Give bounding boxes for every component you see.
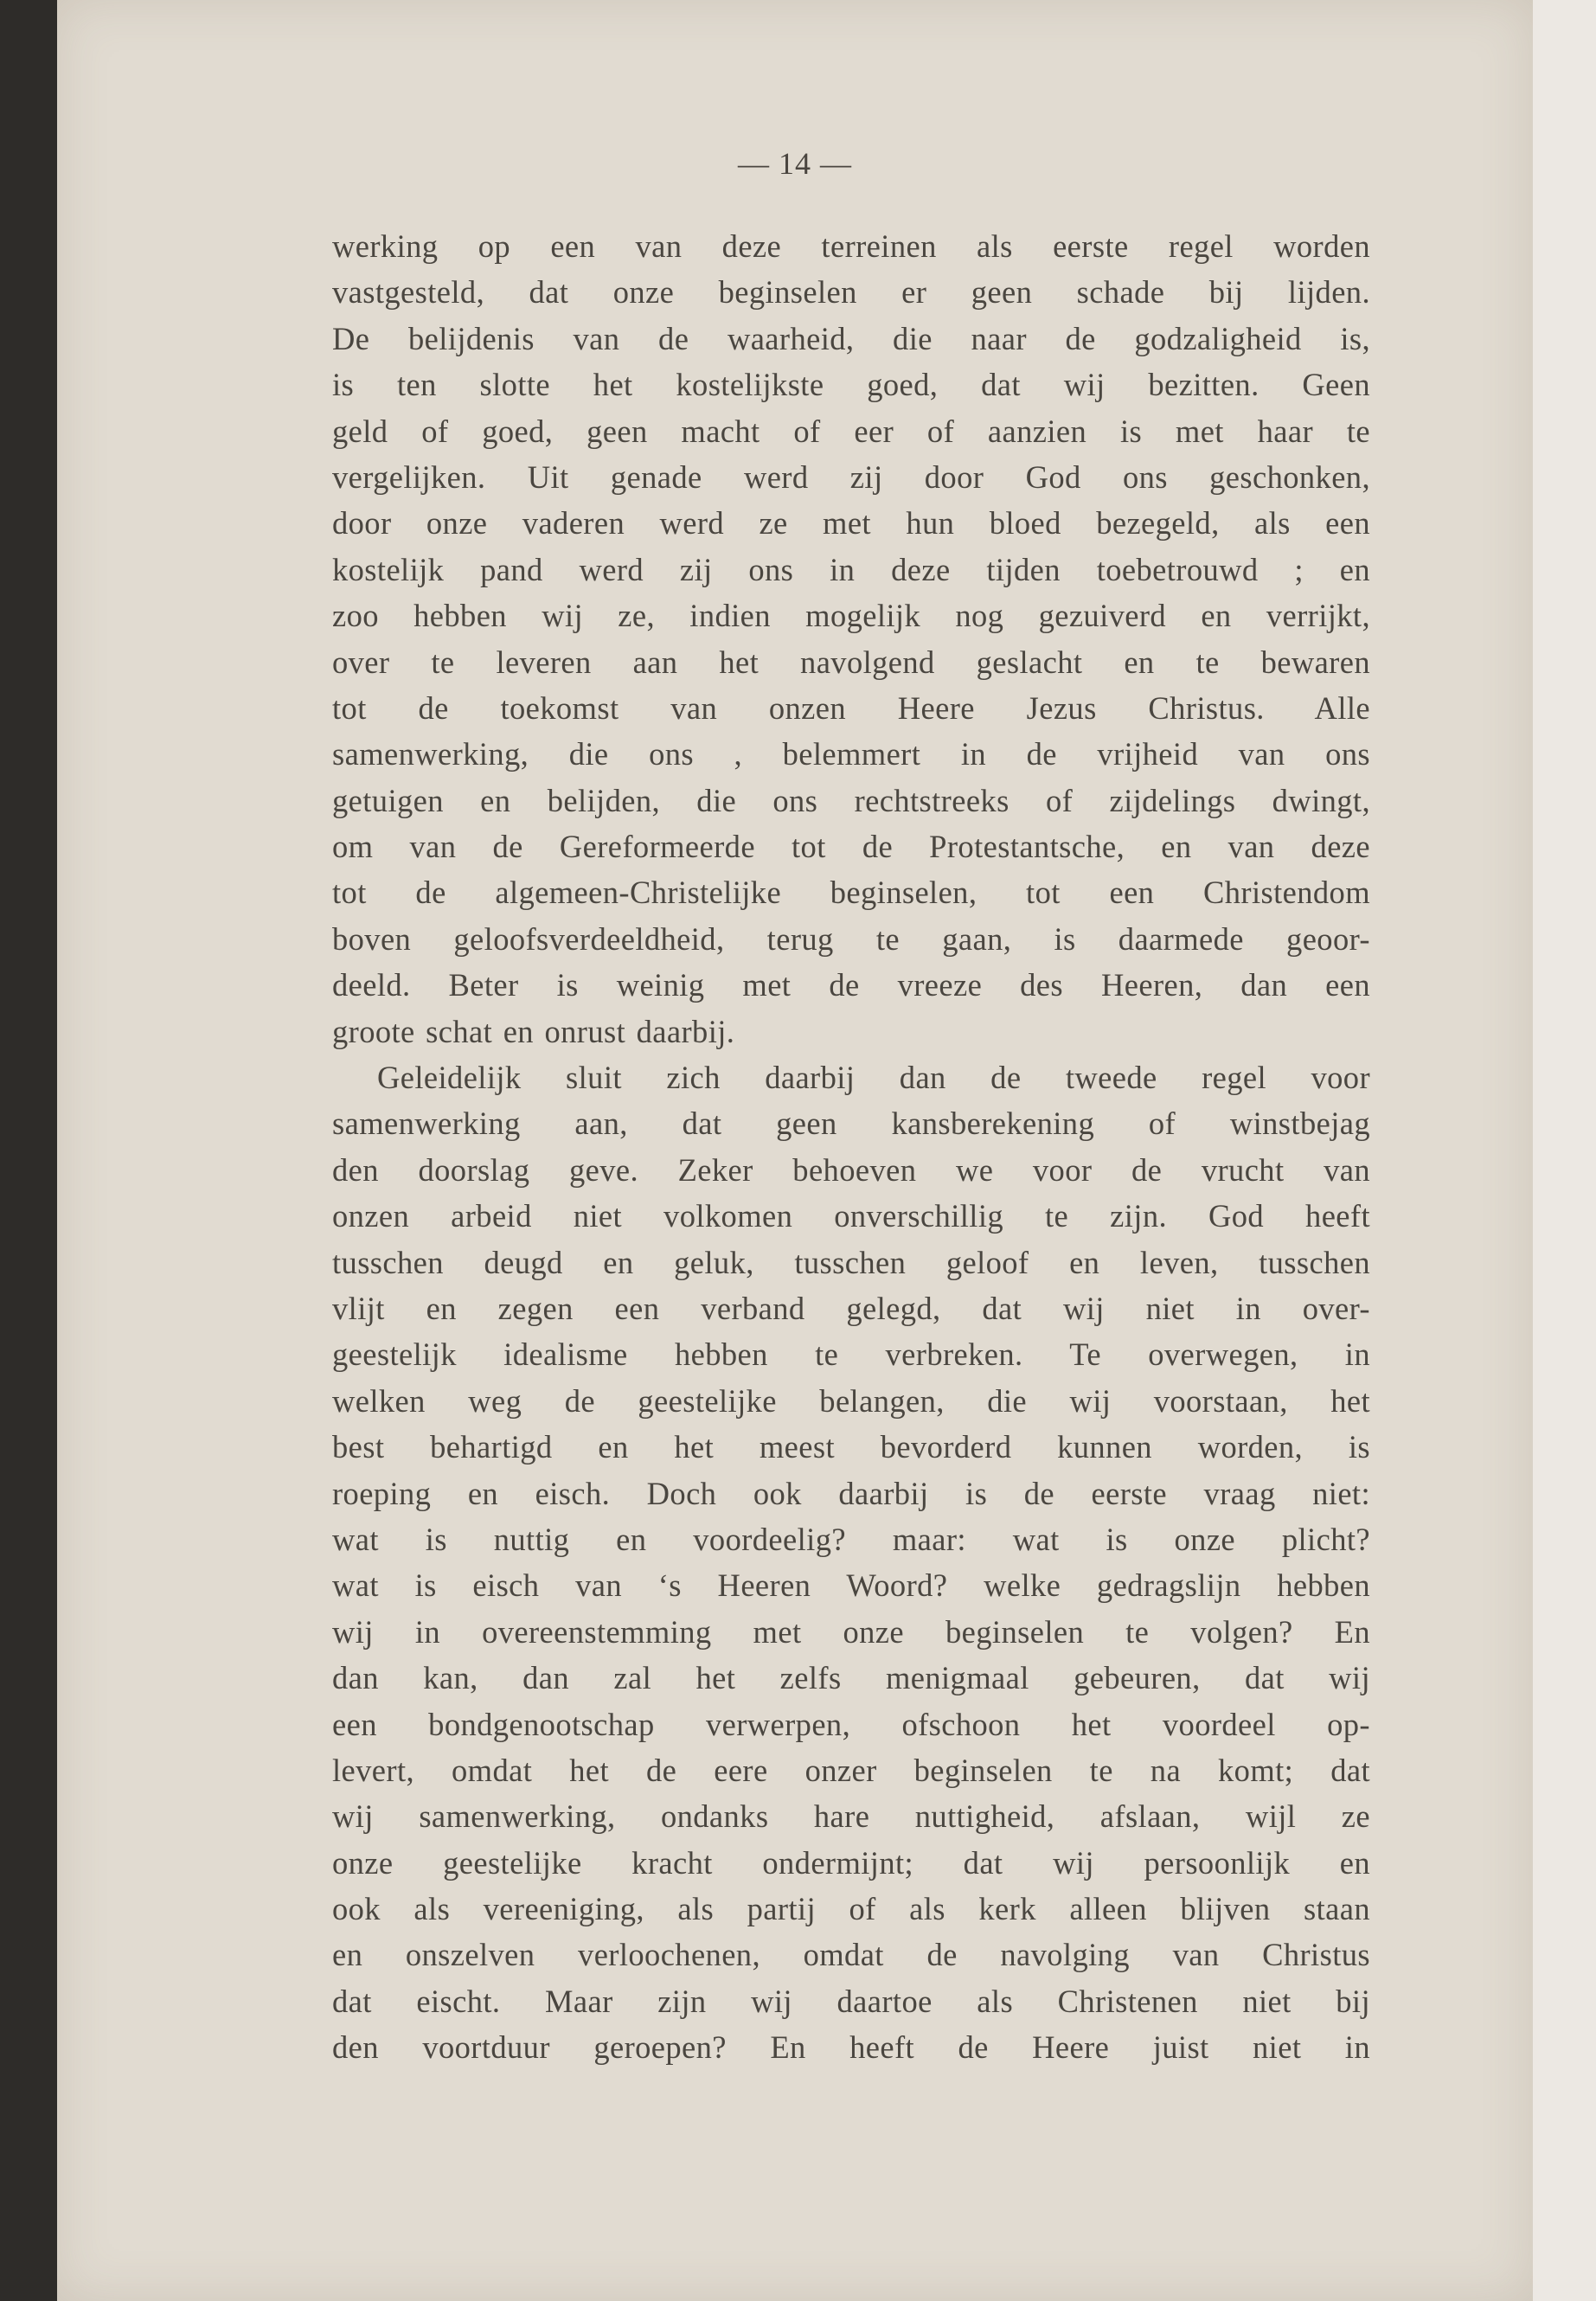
text-line: onzen arbeid niet volkomen onverschillig te zijn. God heeft xyxy=(332,1198,1370,1234)
book-page xyxy=(57,0,1533,2301)
scan-right-border xyxy=(1533,0,1596,2301)
text-line: samenwerking aan, dat geen kansberekening of winstbejag xyxy=(332,1106,1370,1142)
text-line: door onze vaderen werd ze met hun bloed bezegeld, als een xyxy=(332,505,1370,542)
text-line: geestelijk idealisme hebben te verbreken. Te overwegen, in xyxy=(332,1336,1370,1373)
text-line: is ten slotte het kostelijkste goed, dat wij bezitten. Geen xyxy=(332,367,1370,403)
text-line: tot de toekomst van onzen Heere Jezus Christus. Alle xyxy=(332,689,1370,726)
scan-left-border xyxy=(0,0,57,2301)
text-line: samenwerking, die ons , belemmert in de vrijheid van ons xyxy=(332,736,1370,772)
text-line: dan kan, dan zal het zelfs menigmaal gebeuren, dat wij xyxy=(332,1660,1370,1696)
text-line: wat is eisch van ‘s Heeren Woord? welke gedragslijn hebben xyxy=(332,1567,1370,1604)
text-line: kostelijk pand werd zij ons in deze tijden toebetrouwd ; en xyxy=(332,551,1370,587)
text-line: onze geestelijke kracht ondermijnt; dat wij persoonlijk en xyxy=(332,1844,1370,1881)
text-line: wat is nuttig en voordeelig? maar: wat is onze plicht? xyxy=(332,1521,1370,1557)
text-line: deeld. Beter is weinig met de vreeze des Heeren, dan een xyxy=(332,967,1370,1003)
text-line: De belijdenis van de waarheid, die naar de godzaligheid is, xyxy=(332,320,1370,356)
text-line: vergelijken. Uit genade werd zij door God ons geschonken, xyxy=(332,458,1370,495)
text-line: dat eischt. Maar zijn wij daartoe als Christenen niet bij xyxy=(332,1983,1370,2019)
text-line: ook als vereeniging, als partij of als kerk alleen blijven staan xyxy=(332,1891,1370,1927)
text-line: getuigen en belijden, die ons rechtstreeks of zijdelings dwingt, xyxy=(332,782,1370,818)
text-line: roeping en eisch. Doch ook daarbij is de eerste vraag niet: xyxy=(332,1475,1370,1511)
text-line: werking op een van deze terreinen als eerste regel worden xyxy=(332,228,1370,264)
body-text xyxy=(332,223,1370,2071)
text-line: wij in overeenstemming met onze beginselen te volgen? En xyxy=(332,1613,1370,1650)
text-line: Geleidelijk sluit zich daarbij dan de tweede regel voor xyxy=(377,1060,1370,1096)
text-line: welken weg de geestelijke belangen, die wij voorstaan, het xyxy=(332,1382,1370,1419)
text-line: best behartigd en het meest bevorderd kunnen worden, is xyxy=(332,1429,1370,1465)
text-line: wij samenwerking, ondanks hare nuttigheid, afslaan, wijl ze xyxy=(332,1798,1370,1835)
text-line: een bondgenootschap verwerpen, ofschoon het voordeel op- xyxy=(332,1706,1370,1742)
page-number: — 14 — xyxy=(738,146,852,181)
text-line: den doorslag geve. Zeker behoeven we voor de vrucht van xyxy=(332,1151,1370,1188)
text-line: den voortduur geroepen? En heeft de Heere juist niet in xyxy=(332,2029,1370,2066)
text-line: om van de Gereformeerde tot de Protestantsche, en van deze xyxy=(332,829,1370,865)
text-line: geld of goed, geen macht of eer of aanzien is met haar te xyxy=(332,413,1370,449)
text-line: tot de algemeen-Christelijke beginselen, tot een Christendom xyxy=(332,875,1370,911)
text-line: tusschen deugd en geluk, tusschen geloof en leven, tusschen xyxy=(332,1244,1370,1280)
text-line: boven geloofsverdeeldheid, terug te gaan, is daarmede geoor- xyxy=(332,920,1370,957)
text-line: en onszelven verloochenen, omdat de navolging van Christus xyxy=(332,1937,1370,1973)
text-line: vastgesteld, dat onze beginselen er geen schade bij lijden. xyxy=(332,274,1370,311)
text-line: zoo hebben wij ze, indien mogelijk nog gezuiverd en verrijkt, xyxy=(332,598,1370,634)
text-line: levert, omdat het de eere onzer beginselen te na komt; dat xyxy=(332,1752,1370,1788)
text-line: groote schat en onrust daarbij. xyxy=(332,1013,735,1049)
text-line: over te leveren aan het navolgend geslacht en te bewaren xyxy=(332,644,1370,680)
text-line: vlijt en zegen een verband gelegd, dat wij niet in over- xyxy=(332,1290,1370,1326)
